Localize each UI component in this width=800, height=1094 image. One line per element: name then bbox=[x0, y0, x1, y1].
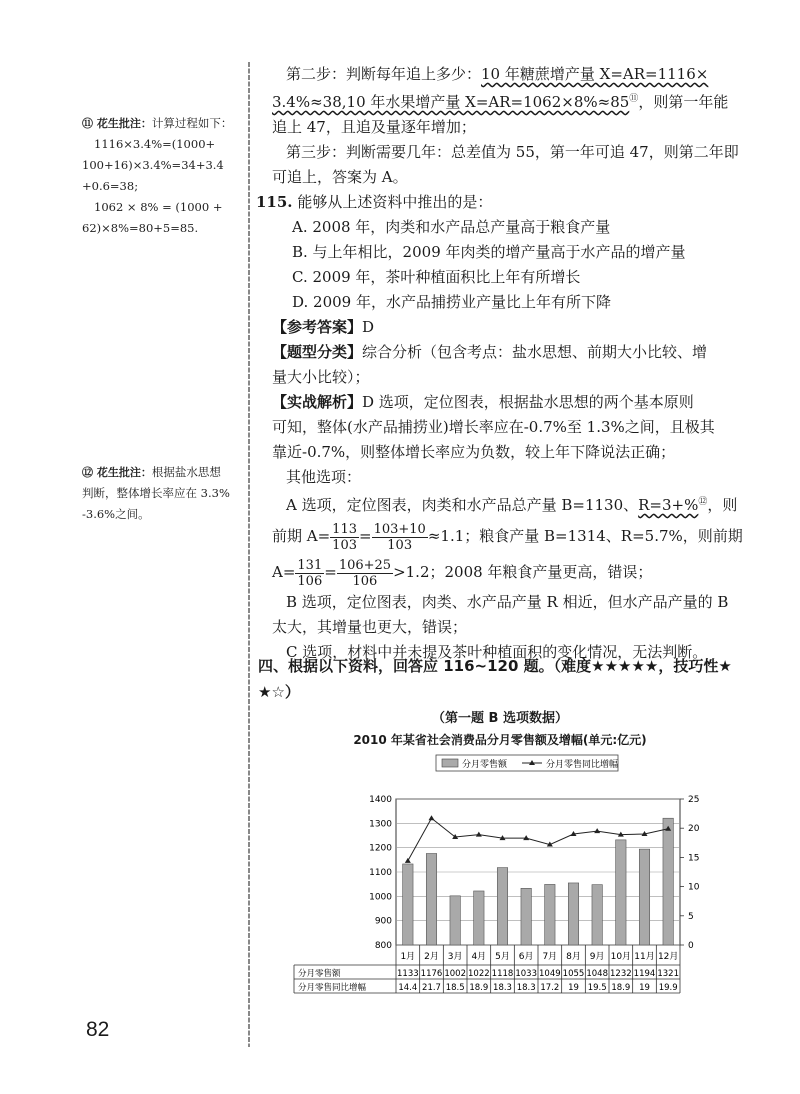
type-label: 【题型分类】 bbox=[272, 343, 363, 361]
table-cell: 1049 bbox=[539, 969, 561, 979]
option-d: D. 2009 年，水产品捕捞业产量比上年有所下降 bbox=[292, 293, 611, 311]
category-label: 8月 bbox=[566, 952, 581, 962]
chart bbox=[290, 705, 710, 1035]
category-label: 3月 bbox=[447, 952, 463, 962]
answer-label: 【参考答案】 bbox=[272, 318, 363, 336]
chart-title: 2010 年某省社会消费品分月零售额及增幅(单元:亿元) bbox=[353, 733, 647, 747]
bar bbox=[545, 884, 555, 945]
column-separator bbox=[248, 62, 250, 1047]
legend-entry: 分月零售额 bbox=[462, 760, 508, 770]
table-cell: 1321 bbox=[657, 969, 679, 979]
right-tick-label: 10 bbox=[688, 882, 700, 893]
table-cell: 18.9 bbox=[611, 983, 631, 993]
bar bbox=[616, 840, 626, 945]
category-label: 10月 bbox=[610, 952, 632, 962]
fraction: $\frac{131}{106}$ bbox=[297, 557, 323, 589]
category-label: 7月 bbox=[542, 952, 558, 962]
other-options-label: 其他选项： bbox=[286, 468, 362, 486]
option-a: A. 2008 年，肉类和水产品总产量高于粮食产量 bbox=[292, 218, 611, 236]
chart-caption: （第一题 B 选项数据） bbox=[432, 711, 568, 726]
step2-highlight: 10 年糖蔗增产量 X=AR=1116× bbox=[481, 65, 709, 83]
table-cell: 1002 bbox=[444, 969, 466, 979]
table-cell: 18.9 bbox=[469, 983, 489, 993]
category-label: 2月 bbox=[424, 952, 439, 962]
step2-text: 第二步：判断每年追上多少： bbox=[286, 65, 482, 83]
side-note-12 bbox=[82, 462, 242, 525]
type-text: 综合分析（包含考点：盐水思想、前期大小比较、增 bbox=[362, 343, 708, 361]
legend-entry: 分月零售同比增幅 bbox=[546, 760, 619, 770]
table-cell: 1055 bbox=[562, 969, 585, 979]
table-cell: 1232 bbox=[610, 969, 632, 979]
bar bbox=[426, 854, 436, 945]
chart-svg bbox=[290, 749, 710, 1049]
table-cell: 19.9 bbox=[658, 983, 678, 993]
option-a-analysis: A 选项，定位图表，肉类和水产品总产量 B=1130、 bbox=[286, 496, 639, 514]
right-tick-label: 15 bbox=[688, 853, 700, 864]
table-row-label: 分月零售额 bbox=[298, 969, 341, 979]
analysis-label: 【实战解析】 bbox=[272, 393, 363, 411]
bar bbox=[474, 891, 484, 945]
side-note-line: 1116×3.4%=(1000+ bbox=[94, 137, 216, 151]
table-cell: 21.7 bbox=[422, 983, 441, 993]
option-c-analysis: C 选项，材料中并未提及茶叶种植面积的变化情况，无法判断。 bbox=[286, 643, 708, 661]
step2-highlight: 3.4%≈38,10 年水果增产量 X=AR=1062×8%≈85 bbox=[272, 93, 630, 111]
analysis-text: 靠近-0.7%，则整体增长率应为负数，较上年下降说法正确； bbox=[272, 443, 676, 461]
category-label: 5月 bbox=[495, 952, 510, 962]
side-note-title: ⑪ 花生批注： bbox=[82, 117, 152, 130]
legend-bar-swatch bbox=[442, 759, 458, 767]
bar bbox=[450, 896, 460, 945]
table-cell: 1022 bbox=[468, 969, 490, 979]
question-text: 能够从上述资料中推出的是： bbox=[297, 193, 493, 211]
step2-text: ，则第一年能 bbox=[638, 93, 729, 111]
option-a-analysis: ≈1.1；粮食产量 B=1314、R=5.7%，则前期 bbox=[427, 527, 743, 545]
footnote-ref-12: ⑫ bbox=[698, 497, 708, 507]
fraction: $\frac{113}{103}$ bbox=[332, 521, 357, 553]
table-cell: 1194 bbox=[633, 969, 656, 979]
right-tick-label: 20 bbox=[688, 824, 700, 835]
category-label: 11月 bbox=[634, 952, 655, 962]
analysis-text: 可知，整体(水产品捕捞业)增长率应在-0.7%至 1.3%之间，且极其 bbox=[272, 418, 715, 436]
table-cell: 1118 bbox=[491, 969, 514, 979]
table-cell: 14.4 bbox=[398, 983, 418, 993]
side-note-line: 62)×8%=80+5=85. bbox=[82, 221, 199, 235]
left-tick-label: 1300 bbox=[369, 819, 392, 830]
bar bbox=[521, 888, 531, 945]
option-a-analysis: ，则 bbox=[707, 496, 738, 514]
option-b: B. 与上年相比，2009 年肉类的增产量高于水产品的增产量 bbox=[292, 243, 686, 261]
category-label: 9月 bbox=[589, 952, 605, 962]
side-note-line: 计算过程如下： bbox=[151, 116, 233, 130]
section-heading: 四、根据以下资料，回答应 116~120 题。（难度★★★★★，技巧性★ bbox=[258, 657, 732, 675]
category-label: 4月 bbox=[471, 952, 487, 962]
category-label: 6月 bbox=[518, 952, 534, 962]
table-cell: 1176 bbox=[420, 969, 443, 979]
table-cell: 19 bbox=[639, 983, 650, 993]
left-tick-label: 900 bbox=[374, 916, 392, 927]
right-tick-label: 0 bbox=[688, 941, 694, 951]
side-note-line: 根据盐水思想 bbox=[151, 465, 221, 479]
type-text: 量大小比较）； bbox=[272, 368, 370, 386]
bar bbox=[568, 883, 578, 945]
step2-text: 追上 47，且追及量逐年增加； bbox=[272, 118, 476, 136]
side-note-line: -3.6%之间。 bbox=[82, 507, 150, 521]
main-text: 第二步：判断每年追上多少：10 年糖蔗增产量 X=AR=1116× 3.4%≈38,10 年水果增产量 X=AR=1062×8%≈85⑪，则第一年能 追上 47，且追及量逐年增加； 第三步：判断需要几年：总差值为 55，第一年可追 47，则第二年即 可追上，答案为 A。 115. 能够从上述资料中推出的是： A. 2008 年，肉类和水产品总产量高于粮食产量 B. 与上年相比，2009 年肉类的增产量高于水产品的增产量 C. 2009 年，茶叶种植面积比上年有所增长 D. 2009 年，水产品捕捞业产量比上年有所下降 【参考答案】D 【题型分类】综合分析（包含考点：盐水思想、前期大小比较、增 量大小比较）； 【实战解析】D 选项，定位图表，根据盐水思想的两个基本原则 可知，整体(水产品捕捞业)增长率应在-0.7%至 1.3%之间，且极其 靠近-0.7%，则整体增长率应为负数，较上年下降说法正确； 其他选项： A 选项，定位图表，肉类和水产品总产量 B=1130、R=3+%⑫，则 前期 A= $\frac{113}{103}$ = $\frac{103+10}{103}$ ≈1.1；粮食产量 B=1314、R=5.7%，则前期 A= $\frac{131}{106}$ = $\frac{106+25}{106}$ >1.2；2008 年粮食产量更高，错误； B 选项，定位图表，肉类、水产品产量 R 相近，但水产品产量的 B 太大，其增量也更大，错误； C 选项，材料中并未提及茶叶种植面积的变化情况，无法判断。 bbox=[272, 62, 732, 665]
answer-value: D bbox=[362, 318, 375, 336]
step3-text: 可追上，答案为 A。 bbox=[272, 168, 408, 186]
table-cell: 1033 bbox=[515, 969, 537, 979]
page-number: 82 bbox=[86, 1018, 110, 1041]
side-note-line: 判断，整体增长率应在 3.3% bbox=[82, 486, 230, 500]
fraction: $\frac{106+25}{106}$ bbox=[338, 557, 392, 589]
bar bbox=[663, 818, 673, 945]
option-a-analysis: A= bbox=[272, 563, 296, 581]
option-b-analysis: 太大，其增量也更大，错误； bbox=[272, 618, 468, 636]
side-note-line: 100+16)×3.4%=34+3.4 bbox=[82, 158, 224, 172]
table-cell: 18.3 bbox=[516, 983, 536, 993]
side-note-title: ⑫ 花生批注： bbox=[82, 466, 152, 479]
option-c: C. 2009 年，茶叶种植面积比上年有所增长 bbox=[292, 268, 581, 286]
category-label: 12月 bbox=[657, 952, 679, 962]
category-label: 1月 bbox=[400, 952, 416, 962]
side-note-line: 1062 × 8% = (1000 + bbox=[94, 200, 223, 214]
bar bbox=[497, 868, 507, 945]
table-cell: 19.5 bbox=[587, 983, 607, 993]
side-note-line: +0.6=38; bbox=[82, 179, 139, 193]
table-cell: 1048 bbox=[586, 969, 608, 979]
footnote-ref-11: ⑪ bbox=[629, 94, 639, 104]
bar bbox=[639, 849, 649, 945]
fraction: $\frac{103+10}{103}$ bbox=[373, 521, 426, 553]
option-a-analysis: >1.2；2008 年粮食产量更高，错误； bbox=[393, 563, 653, 581]
table-row-label: 分月零售同比增幅 bbox=[298, 983, 367, 993]
left-tick-label: 800 bbox=[374, 941, 392, 951]
left-tick-label: 1400 bbox=[369, 795, 392, 805]
left-tick-label: 1200 bbox=[369, 843, 392, 854]
table-cell: 19 bbox=[568, 983, 579, 993]
table-cell: 17.2 bbox=[540, 983, 560, 993]
left-tick-label: 1100 bbox=[369, 868, 392, 878]
question-number: 115. bbox=[256, 193, 293, 211]
option-a-analysis: 前期 A= bbox=[272, 527, 331, 545]
bar bbox=[403, 864, 413, 945]
option-b-analysis: B 选项，定位图表，肉类、水产品产量 R 相近，但水产品产量的 B bbox=[286, 593, 729, 611]
section-heading-cont: ★☆） bbox=[258, 683, 300, 701]
analysis-text: D 选项，定位图表，根据盐水思想的两个基本原则 bbox=[362, 393, 694, 411]
step3-text: 第三步：判断需要几年：总差值为 55，第一年可追 47，则第二年即 bbox=[286, 143, 739, 161]
side-note-11 bbox=[82, 113, 242, 239]
table-cell: 18.3 bbox=[493, 983, 512, 993]
table-cell: 1133 bbox=[397, 969, 419, 979]
right-tick-label: 5 bbox=[688, 911, 694, 922]
right-tick-label: 25 bbox=[688, 795, 700, 805]
bar bbox=[592, 885, 602, 945]
table-cell: 18.5 bbox=[445, 983, 465, 993]
rate-highlight: R=3+% bbox=[638, 496, 699, 514]
left-tick-label: 1000 bbox=[369, 892, 392, 903]
